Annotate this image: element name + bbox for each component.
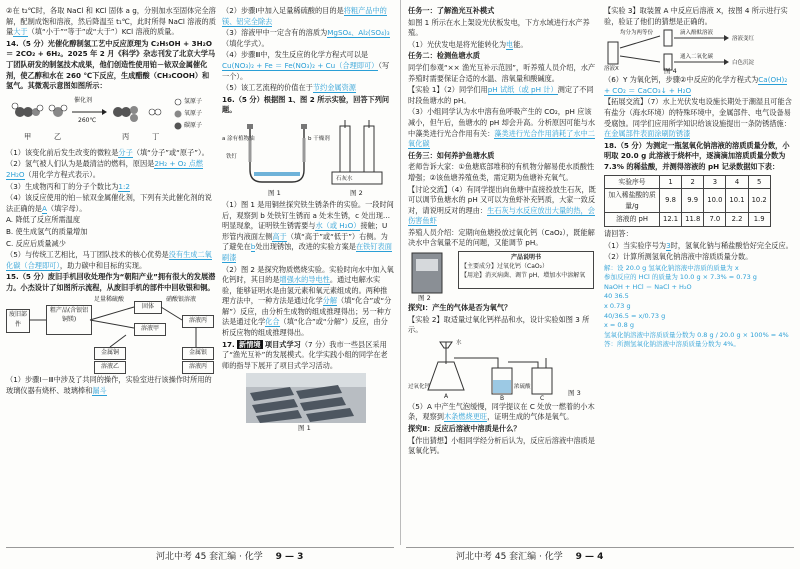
text: 【实验 1】（2）同学们用 — [408, 85, 488, 95]
text: 时，氢氧化钠与稀盐酸恰好完全反应。 — [670, 240, 793, 250]
legend-carbon: 碳原子 — [184, 121, 203, 129]
legend-oxygen: 氧原子 — [184, 109, 203, 117]
text: 处出现锈蚀，改进的实验方案是 — [255, 242, 356, 252]
flow-node: 废旧部件 — [6, 309, 30, 333]
label-line: 【用途】消灭病菌、调节 pH、增加水中溶解氧 — [461, 272, 586, 280]
text: （5）该工艺流程的价值在于 — [222, 83, 313, 93]
middle-column — [222, 6, 394, 431]
solution-line: x 0.73 g — [604, 302, 631, 311]
table-cell: 溶液的 pH — [605, 213, 660, 227]
text: （1）光伏发电是将光能转化为 — [408, 39, 507, 49]
answer: 3 — [666, 240, 671, 250]
fig-label: 白色沉淀 — [732, 60, 755, 67]
table-cell: 7.0 — [704, 213, 726, 227]
table-cell: 9.9 — [682, 189, 704, 213]
data-table — [604, 175, 771, 227]
answer: 高于 — [272, 231, 287, 241]
fig-label: a 涂有植物油 — [222, 135, 255, 142]
answer: 电 — [506, 39, 514, 49]
text: 【实验 3】取装置 A 中反应后溶液 X，按图 4 所示进行实验，验证了他们的猜想是正确的。 — [604, 6, 788, 26]
text: ，证明生成的气体是氧气。 — [487, 412, 574, 422]
molecule-jia — [12, 103, 43, 117]
figure-caption: 图 1 — [298, 424, 311, 433]
table-cell: 加入稀盐酸的质量/g — [605, 189, 660, 213]
flow-node: 金属铜 — [94, 347, 126, 360]
text: 老师告诉大家：①鱼塘底部堆积的有机物分解易使水质酸性增强；②该鱼塘养殖鱼类，需定期为鱼塘补充氧气。 — [408, 162, 595, 182]
answer: 水（或 H₂O） — [315, 221, 361, 231]
footer-title: 河北中考 45 套汇编 · 化学 — [156, 552, 263, 562]
text: 【拓展交流】（7）水上光伏发电设施长期处于潮湿且可能含有盐分（海水环境）的特殊环境中，金属部件、电气设备易受腐蚀。同学们应用所学知识给该设施提出一条防锈措施： — [604, 97, 792, 128]
solution-line: NaOH + HCl ＝ NaCl + H₂O — [604, 282, 692, 291]
text: （4）步骤Ⅲ中，发生反应的化学方程式可以是 — [222, 50, 369, 60]
molecule-ding — [149, 109, 161, 115]
apparatus-figure — [408, 338, 598, 400]
option: C. 反应后质量减少 — [6, 238, 66, 248]
reaction-diagram — [6, 94, 216, 146]
u-tube-figure — [222, 118, 394, 198]
section-title: 项目式学习 — [264, 339, 301, 349]
text: 。通过电解水实验，能够证明水是由氢元素和氧元素组成的。两种推理方法中，一种方法是通过化学 — [222, 275, 388, 306]
product-label — [458, 251, 594, 289]
text: （填化学式）。 — [222, 38, 269, 48]
table-row — [605, 175, 771, 189]
text: 如图 1 所示在水上架设光伏板发电，下方水域进行水产养殖。 — [408, 17, 590, 38]
flow-node: 溶液甲 — [134, 323, 166, 336]
solar-photo — [246, 373, 366, 431]
text: ②在 t₂℃时，各取 NaCl 和 KCl 固体 a g，分别加水至固体完全溶解，配制成饱和溶液，然后降温至 t₁℃，此时所得 NaCl 溶液的质量 — [6, 6, 216, 37]
text: 同学们参观“×× 渔光互补示范园”，听养殖人员介绍，水产养殖时需要保证合适的水温、溶氧量和酸碱度。 — [408, 62, 596, 83]
text: （5）A 中产生气泡缓慢，同学提议在 C 处放一燃着的小木条，观察到 — [408, 401, 595, 422]
figure-caption: 图 2 — [350, 188, 363, 197]
figure-caption: 图 1 — [268, 188, 281, 197]
answer: MgSO₄、Al₂(SO₄)₃ — [327, 28, 390, 38]
table-row — [605, 189, 771, 213]
figures-16 — [222, 118, 394, 198]
text: 【作出猜想】小组同学经分析后认为，反应后溶液中溶质是氢氧化钙。 — [408, 435, 595, 456]
fig-label: 通入二氧化碳 — [680, 54, 714, 61]
table-cell: 3 — [704, 175, 726, 189]
text: （填“化合”或“分解”）反应，由分析反应物的组成推理得出。 — [222, 317, 388, 338]
question-18: 18.（5 分）为测定一瓶氢氧化钠溶液的溶质质量分数，小明取 20.0 g 此溶液于烧杯中，逐滴滴加溶质质量分数为 7.3% 的稀盐酸，并测得溶液的 pH 记录数据如下表： — [604, 140, 790, 171]
text: （1）步骤Ⅰ－Ⅲ中涉及了共同的操作，实验室进行该操作时所用的玻璃仪器有烧杯、玻璃棒和 — [6, 375, 212, 396]
footer-title: 河北中考 45 套汇编 · 化学 — [456, 552, 563, 562]
text: ，助力碳中和目标的实现。 — [59, 260, 147, 270]
text: （2）氢气被人们认为是最清洁的燃料，原因是 — [6, 159, 155, 169]
task-heading: 任务二：检测鱼塘水质 — [408, 51, 480, 61]
footer-right — [406, 547, 794, 566]
answer: 1:2 — [118, 181, 130, 191]
inquiry-heading: 探究Ⅱ：反应后溶液中溶质是什么？ — [408, 424, 521, 434]
table-cell: 10.1 — [726, 189, 748, 213]
flow-node: 溶液丙 — [182, 361, 214, 374]
molecule-yi — [49, 105, 67, 117]
table-cell: 4 — [726, 175, 748, 189]
table-cell: 1 — [660, 175, 682, 189]
text: 【实验 2】取适量过氧化钙样品和水，设计实验如图 3 所示。 — [408, 314, 590, 335]
question-15: 15.（5 分）废旧手机回收处理作为“朝阳产业”拥有很大的发展潜力。小杰设计了如图所示流程，从废旧手机的部件中回收银和铜。 — [6, 272, 216, 292]
left-column — [6, 6, 216, 398]
text: （用化学方程式表示）。 — [24, 169, 100, 179]
text: （4）该反应使用的铂－铱双金属催化剂，下列有关此催化剂的说法正确的是 — [6, 193, 212, 213]
flow-node: 溶液乙 — [94, 361, 126, 374]
table-row — [605, 213, 771, 227]
label-line: 【主要成分】过氧化钙（CaO₂） — [461, 263, 548, 271]
task-heading: 任务三：如何养护鱼塘水质 — [408, 150, 495, 160]
text: （2）计算所测氢氧化钠溶液中溶质质量分数。 — [604, 252, 753, 262]
fig-label: b 干燥剂 — [308, 135, 330, 142]
question-14: 14.（5 分）光催化醇制氢工艺中反应原理为 C₂H₅OH + 3H₂O ＝ 2CO₂ + 6H₂。2025 年 2 月《科学》杂志刊发了北京大学马丁团队研发的制氢技术成果，他们创造性使用铂－铱双金属催化剂，使乙醇和水在 260 ℃下反应，生成醋酸（CH₃COOH）和氢气。其微观示意图如图所示： — [6, 38, 216, 91]
right-column-2 — [604, 6, 794, 350]
flow-node: 金属银 — [182, 347, 214, 360]
solution-line: 答：所测氢氧化钠溶液中溶质质量分数为 4%。 — [604, 340, 740, 349]
answer: 生石灰与水反应放出大量的热，会伤害鱼虾 — [408, 205, 595, 226]
task-heading: 任务一：了解渔光互补模式 — [408, 6, 495, 15]
text: （2）图 2 是探究物质燃烧实验。实验时向水中加入氧化钙时，其目的是 — [222, 264, 394, 285]
fig-label: 浓硫酸 — [514, 383, 531, 390]
solution-line: 氢氧化钠溶液中溶质质量分数为 0.8 g / 20.0 g × 100% = 4% — [604, 330, 789, 339]
mol-label: 丙 — [122, 131, 130, 141]
answer: 没有生成二氧化碳（合理即可） — [6, 250, 212, 270]
answer: 木条燃烧更旺 — [443, 412, 488, 422]
tag-badge: 新情境 — [239, 339, 261, 349]
text: 养殖人员介绍：定期向鱼塘投放过氧化钙（CaO₂），既能解决水中含氧量不足的问题，又能调节 pH。 — [408, 227, 595, 248]
text: （1）当实验序号为 — [604, 240, 667, 250]
answer: Cu(NO₃)₂ + Fe ＝ Fe(NO₃)₂ + Cu（合理即可） — [222, 60, 379, 70]
product-figure — [408, 251, 598, 301]
text: （填字母）。 — [46, 203, 87, 213]
text: （2）步骤Ⅰ中加入足量稀硫酸的目的是 — [222, 6, 344, 15]
answer: 节约金属资源 — [312, 83, 356, 93]
text: （5）与传统工艺相比，马丁团队技术的核心优势是 — [6, 250, 169, 260]
table-cell: 2.2 — [726, 213, 748, 227]
mol-label: 乙 — [54, 131, 62, 141]
text: （写一个）。 — [222, 60, 390, 81]
solar-panels-image — [246, 373, 366, 423]
table-cell: 12.1 — [660, 213, 682, 227]
table-cell: 实验序号 — [605, 175, 660, 189]
fig-label: 石灰水 — [336, 175, 353, 182]
fig-label: C — [540, 394, 545, 402]
solution-line: 解：设 20.0 g 氢氧化钠溶液中溶质的质量为 x — [604, 263, 739, 272]
catalyst-label: 催化剂 — [74, 96, 93, 104]
fig-label: B — [500, 394, 505, 402]
label-title: 产品说明书 — [510, 254, 541, 262]
question-17-num: 17. — [222, 339, 235, 349]
figure-caption: 图 2 — [418, 294, 431, 303]
flowchart — [6, 295, 216, 373]
text: （6）Y 为氧化钙，步骤②中反应的化学方程式为 — [604, 75, 759, 85]
option: A. 降低了反应所需温度 — [6, 215, 81, 225]
solution-line: 40 36.5 — [604, 292, 629, 301]
answer: 漏斗 — [92, 386, 107, 396]
molecule-bing — [113, 106, 138, 122]
answer: 分解 — [322, 296, 338, 306]
table-cell: 10.2 — [748, 189, 770, 213]
table-cell: 10.0 — [704, 189, 726, 213]
answer: 化合 — [265, 317, 280, 327]
flow-label: 硝酸银溶液 — [166, 296, 197, 304]
table-cell: 1.9 — [748, 213, 770, 227]
table-cell: 9.8 — [660, 189, 682, 213]
text: （填“分子”或“原子”）。 — [132, 147, 209, 157]
text: （3）溶液甲中一定含有的溶质为 — [222, 28, 328, 38]
flow-node: 溶液丙 — [182, 315, 214, 328]
figure-caption: 图 4 — [664, 67, 677, 76]
product-package-image — [408, 251, 448, 295]
fig-label: 溶液变红 — [732, 36, 755, 43]
page-divider — [400, 0, 401, 545]
answer: Ca(OH)₂ + CO₂ ＝ CaCO₃↓ + H₂O — [604, 75, 788, 95]
page-number: 9 — 3 — [275, 552, 304, 562]
mol-label: 甲 — [24, 131, 32, 141]
solution-line: 40/36.5 = x/0.73 g — [604, 311, 666, 320]
text: （1）该变化前后发生改变的微粒是 — [6, 147, 119, 157]
inquiry-heading: 探究Ⅰ：产生的气体是否为氧气？ — [408, 303, 512, 313]
page-number: 9 — 4 — [575, 552, 604, 562]
right-column-1 — [408, 6, 598, 458]
table-cell: 11.8 — [682, 213, 704, 227]
solution-line: x = 0.8 g — [604, 321, 634, 330]
text: 测定了不同时段鱼塘水的 pH。 — [408, 85, 594, 105]
question-16: 16.（5 分）根据图 1、图 2 所示实验，回答下列问题。 — [222, 94, 390, 115]
answer: 藻类进行光合作用消耗了水中二氧化碳 — [408, 128, 595, 149]
footer-left — [6, 547, 394, 566]
text: （填“小于”“等于”或“大于”）KCl 溶液的质量。 — [27, 27, 179, 37]
answer: 将粗产品中的镁、铝完全除去 — [222, 6, 387, 26]
fig-label: 过氧化钙 — [408, 383, 431, 390]
question-17: （7 分）我市一些县区采用了“渔光互补”的发展模式。化学实践小组的同学在老师的指导下展开了项目式学习活动。 — [222, 339, 388, 370]
text: （1）图 1 是用铜丝探究铁生锈条件的实验。一段时间后，观察到 b 处铁钉生锈而 a 处未生锈，c 处出现… 明显现象，证明铁生锈需要与 — [222, 199, 394, 231]
flow-arrows — [6, 295, 216, 373]
flow-label: 足量稀硫酸 — [94, 296, 125, 304]
text: （3）生成物丙和丁的分子个数比为 — [6, 181, 119, 191]
text: （填“化合”或“分解”）反应，由分析生成物的组成推理得出；另一种方法是通过化学 — [222, 296, 392, 327]
answer: 增强水的导电性 — [279, 275, 330, 285]
flow-node: 粗产品(含银铝铜镁) — [46, 305, 92, 335]
figure-caption: 图 3 — [568, 388, 581, 397]
answer: 2H₂ + O₂ 点燃 2H₂O — [6, 159, 203, 179]
text: 接触；U 形管内液面左侧 — [222, 221, 388, 241]
text: （填“高于”或“低于”）右侧。为了避免在 — [222, 231, 388, 252]
table-cell: 2 — [682, 175, 704, 189]
text: 请回答： — [604, 228, 633, 238]
fig-label: 溶液X — [604, 66, 619, 73]
answer: pH 试纸（或 pH 计） — [487, 85, 558, 95]
answer: 在铁钉表面刷漆 — [222, 242, 392, 262]
text: （3）小组同学认为水中溶有鱼呼吸产生的 CO₂，pH 应该减小，但午后，鱼塘水的 pH 却会升高。分析原因可能与水中藻类进行光合作用有关： — [408, 107, 596, 138]
answer: 大于 — [13, 27, 28, 37]
answer: A — [41, 203, 47, 213]
answer: 分子 — [118, 147, 133, 157]
flow-node: 固体 — [134, 301, 162, 314]
text: 能。 — [513, 39, 528, 49]
fig-label: 均分为两等份 — [620, 30, 654, 37]
fig-label: 水 — [456, 339, 462, 346]
solution-line: 参加反应的 HCl 的质量为 10.0 g × 7.3% = 0.73 g — [604, 273, 757, 282]
fig-label: 滴入酚酞溶液 — [680, 30, 714, 37]
fig-label: 铁钉 — [226, 153, 238, 160]
text: 【讨论交流】（4）有同学提出向鱼塘中直接投放生石灰，既可以调节鱼塘水的 pH 又可以为鱼虾补充钙质，大家一致反对，请说明反对的理由： — [408, 184, 596, 215]
answer: 在金属部件表面涂刷防锈漆 — [604, 129, 691, 139]
table-cell: 5 — [748, 175, 770, 189]
solution-block — [604, 264, 794, 350]
legend-hydrogen: 氢原子 — [184, 97, 203, 105]
temperature-label: 260℃ — [78, 116, 97, 124]
figure-4 — [604, 28, 794, 74]
answer: b — [250, 242, 256, 252]
option: B. 使生成氢气的质量增加 — [6, 226, 88, 236]
fig-label: A — [444, 392, 449, 400]
mol-label: 丁 — [152, 131, 160, 141]
